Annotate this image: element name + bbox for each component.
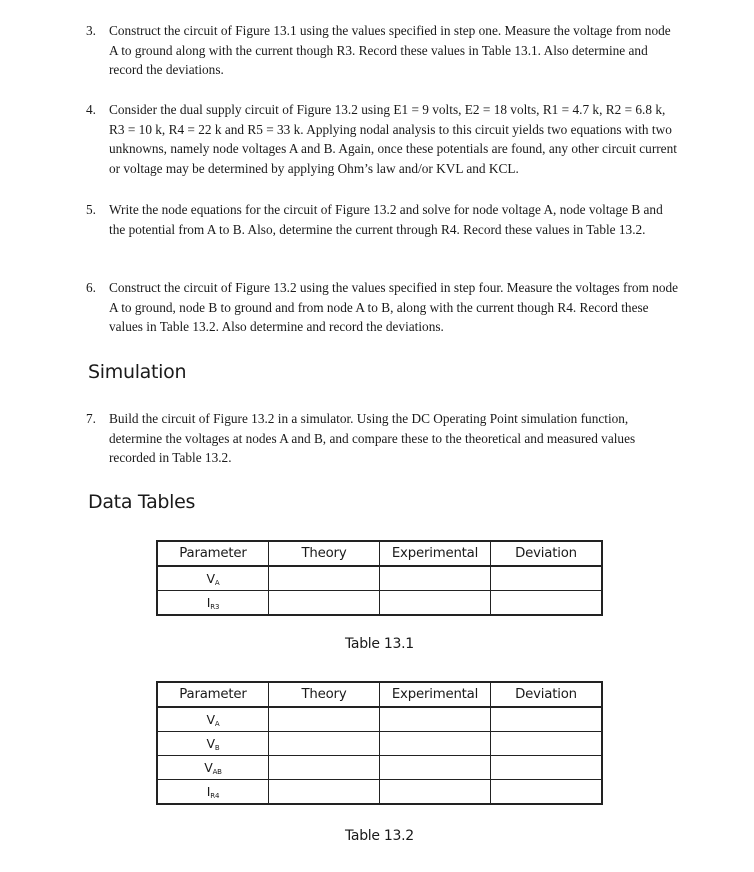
step-text: Write the node equations for the circuit of Figure 13.2 and solve for node voltage A, node voltage B and the potential from A to B. Also, determine the current through R4. Record these values in Table 13.2. [109, 202, 663, 237]
header-theory: Theory [269, 541, 380, 566]
table-header-row [157, 682, 602, 707]
experimental-cell[interactable] [380, 707, 491, 732]
table-row [157, 591, 602, 616]
theory-cell[interactable] [269, 780, 380, 805]
deviation-cell[interactable] [491, 591, 603, 616]
parameter-cell: $V_A$ [157, 566, 269, 591]
table-row [157, 732, 602, 756]
step-text: Construct the circuit of Figure 13.2 using the values specified in step four. Measure the voltages from node A to ground, node B to ground and from node A to B, along with the current though R4. Record these values in Table 13.2. Also determine and record the deviations. [109, 280, 679, 335]
table-header-row [157, 541, 602, 566]
experimental-cell[interactable] [380, 780, 491, 805]
table-row [157, 566, 602, 591]
deviation-cell[interactable] [491, 566, 603, 591]
table-13-2 [156, 681, 603, 805]
simulation-heading: Simulation [88, 361, 187, 383]
deviation-cell[interactable] [491, 732, 603, 756]
header-deviation: Deviation [491, 682, 603, 707]
step-number: 5. [86, 202, 96, 217]
parameter-cell: $V_A$ [157, 707, 269, 732]
step-number: 7. [86, 411, 96, 426]
header-parameter: Parameter [157, 682, 269, 707]
parameter-cell: $V_{AB}$ [157, 756, 269, 780]
table-caption: Table 13.1 [345, 636, 414, 652]
deviation-cell[interactable] [491, 707, 603, 732]
header-parameter: Parameter [157, 541, 269, 566]
step-text: Consider the dual supply circuit of Figure 13.2 using E1 = 9 volts, E2 = 18 volts, R1 = 4.7 k, R2 = 6.8 k, R3 = 10 k, R4 = 22 k and R5 = 33 k. Applying nodal analysis to this circuit yields two equations with two unknowns, namely node voltages A and B. Again, once these potentials are found, any other circuit current or voltage may be determined by applying Ohm’s law and/or KVL and KCL. [109, 102, 677, 177]
experimental-cell[interactable] [380, 732, 491, 756]
table-caption: Table 13.2 [345, 828, 414, 844]
header-experimental: Experimental [380, 682, 491, 707]
table-row [157, 707, 602, 732]
deviation-cell[interactable] [491, 756, 603, 780]
header-experimental: Experimental [380, 541, 491, 566]
experimental-cell[interactable] [380, 566, 491, 591]
theory-cell[interactable] [269, 707, 380, 732]
step-number: 4. [86, 102, 96, 117]
theory-cell[interactable] [269, 591, 380, 616]
table-row [157, 756, 602, 780]
table-row [157, 780, 602, 805]
step-text: Build the circuit of Figure 13.2 in a simulator. Using the DC Operating Point simulation function, determine the voltages at nodes A and B, and compare these to the theoretical and measured values recorded in Table 13.2. [109, 411, 636, 466]
experimental-cell[interactable] [380, 756, 491, 780]
theory-cell[interactable] [269, 756, 380, 780]
theory-cell[interactable] [269, 566, 380, 591]
theory-cell[interactable] [269, 732, 380, 756]
table-13-1 [156, 540, 603, 616]
data-tables-heading: Data Tables [88, 491, 196, 513]
parameter-cell: $I_{R4}$ [157, 780, 269, 805]
deviation-cell[interactable] [491, 780, 603, 805]
step-number: 3. [86, 23, 96, 38]
parameter-cell: $I_{R3}$ [157, 591, 269, 616]
step-number: 6. [86, 280, 96, 295]
parameter-cell: $V_B$ [157, 732, 269, 756]
experimental-cell[interactable] [380, 591, 491, 616]
header-theory: Theory [269, 682, 380, 707]
header-deviation: Deviation [491, 541, 603, 566]
step-text: Construct the circuit of Figure 13.1 using the values specified in step one. Measure the voltage from node A to ground along with the current though R3. Record these values in Table 13.1. Also determine and record the deviations. [109, 23, 671, 78]
